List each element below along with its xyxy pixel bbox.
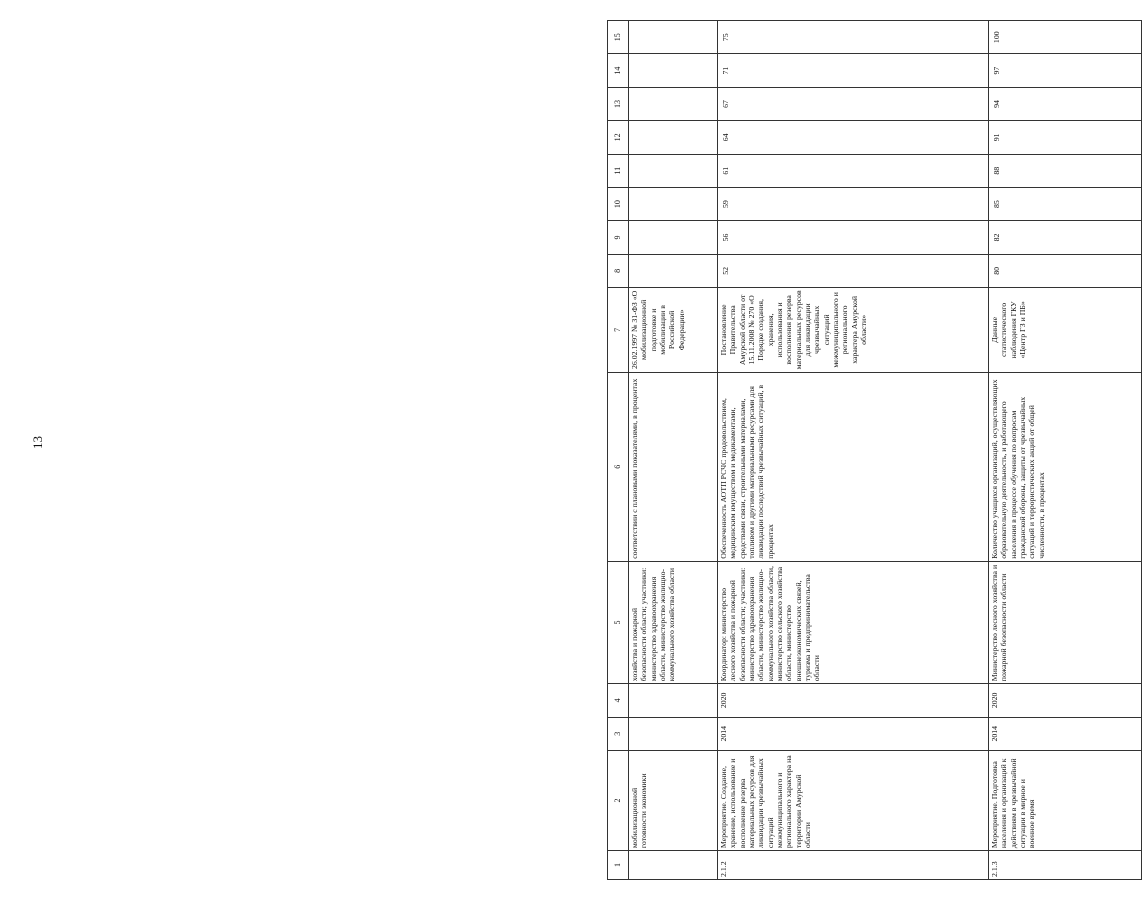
header-cell: 5 <box>608 561 629 683</box>
value-cell: 71 <box>718 54 989 87</box>
table-row <box>718 21 989 880</box>
header-cell: 6 <box>608 372 629 561</box>
start-year <box>629 717 718 750</box>
page-number: 13 <box>30 436 45 449</box>
end-year: 2020 <box>718 684 989 717</box>
header-cell: 12 <box>608 121 629 154</box>
row-number: 2.1.2 <box>718 851 989 880</box>
value-cell: 91 <box>989 121 1142 154</box>
legal-basis: Данные статистического наблюдения ГКУ «Центр ГЗ и ПБ» <box>989 288 1142 373</box>
value-cell: 67 <box>718 87 989 120</box>
value-cell: 88 <box>989 154 1142 187</box>
value-cell: 80 <box>989 254 1142 287</box>
table-row <box>629 21 718 880</box>
value-cell: 100 <box>989 21 1142 54</box>
program-table <box>607 20 1142 880</box>
header-row <box>608 21 629 880</box>
value-cell: 82 <box>989 221 1142 254</box>
value-cell: 97 <box>989 54 1142 87</box>
header-cell: 8 <box>608 254 629 287</box>
table-row <box>989 21 1142 880</box>
value-cell <box>629 187 718 220</box>
value-cell: 61 <box>718 154 989 187</box>
header-cell: 13 <box>608 87 629 120</box>
value-cell: 64 <box>718 121 989 154</box>
value-cell: 94 <box>989 87 1142 120</box>
header-cell: 11 <box>608 154 629 187</box>
start-year: 2014 <box>718 717 989 750</box>
legal-basis: Постановление Правительства Амурской области от 15.11.2008 № 270 «О Порядке создания, хранения, использования и восполнения резерва материальных ресурсов для ликвидации чрезвычайных ситуаций межмуниципального и регионального характера Амурской области» <box>718 288 989 373</box>
executors: хозяйства и пожарной безопасности области; участники: министерство здравоохранения области, министерство жилищно-коммунального хозяйства области <box>629 561 718 683</box>
header-cell: 2 <box>608 750 629 850</box>
header-cell: 9 <box>608 221 629 254</box>
measure-name: Мероприятие. Подготовка населения и организаций к действиям в чрезвычайной ситуации в мирное и военное время <box>989 750 1142 850</box>
legal-basis: 26.02.1997 № 31-ФЗ «О мобилизационной подготовке и мобилизации в Российской Федерации» <box>629 288 718 373</box>
header-cell: 7 <box>608 288 629 373</box>
value-cell <box>629 21 718 54</box>
executors: Министерство лесного хозяйства и пожарной безопасности области <box>989 561 1142 683</box>
header-cell: 14 <box>608 54 629 87</box>
value-cell: 75 <box>718 21 989 54</box>
value-cell <box>629 221 718 254</box>
value-cell: 56 <box>718 221 989 254</box>
header-cell: 4 <box>608 684 629 717</box>
executors: Координатор: министерство лесного хозяйства и пожарной безопасности области; участники: министерство здравоохранения области, министерство жилищно-коммунального хозяйства области, министерство сельского хозяйства области, министерство внешнеэкономических связей, туризма и предпринимательства области <box>718 561 989 683</box>
header-cell: 15 <box>608 21 629 54</box>
indicator: Обеспеченность АОТП РСЧС продовольствием, медицинским имуществом и медикаментами, средствами связи, строительными материалами, топливом и другими материальными ресурсами для ликвидации последствий чрезвычайных ситуаций, в процентах <box>718 372 989 561</box>
indicator: Количество учащихся организаций, осуществляющих образовательную деятельность, и работающего населения в процессе обучения по вопросам гражданской обороны, защиты от чрезвычайных ситуаций и террористических акций от общей численности, в процентах <box>989 372 1142 561</box>
value-cell <box>629 54 718 87</box>
measure-name: мобилизационной готовности экономики <box>629 750 718 850</box>
end-year: 2020 <box>989 684 1142 717</box>
end-year <box>629 684 718 717</box>
measure-name: Мероприятие. Создание, хранение, использование и восполнение резерва материальных ресурсов для ликвидации чрезвычайных ситуаций межмуниципального и регионального характера на территории Амурской области <box>718 750 989 850</box>
header-cell: 10 <box>608 187 629 220</box>
row-number: 2.1.3 <box>989 851 1142 880</box>
value-cell <box>629 254 718 287</box>
start-year: 2014 <box>989 717 1142 750</box>
header-cell: 3 <box>608 717 629 750</box>
value-cell: 59 <box>718 187 989 220</box>
rotated-table-wrapper <box>607 20 1125 880</box>
header-cell: 1 <box>608 851 629 880</box>
indicator: соответствии с плановыми показателями, в процентах <box>629 372 718 561</box>
row-number <box>629 851 718 880</box>
value-cell: 85 <box>989 187 1142 220</box>
value-cell <box>629 154 718 187</box>
value-cell: 52 <box>718 254 989 287</box>
value-cell <box>629 121 718 154</box>
value-cell <box>629 87 718 120</box>
